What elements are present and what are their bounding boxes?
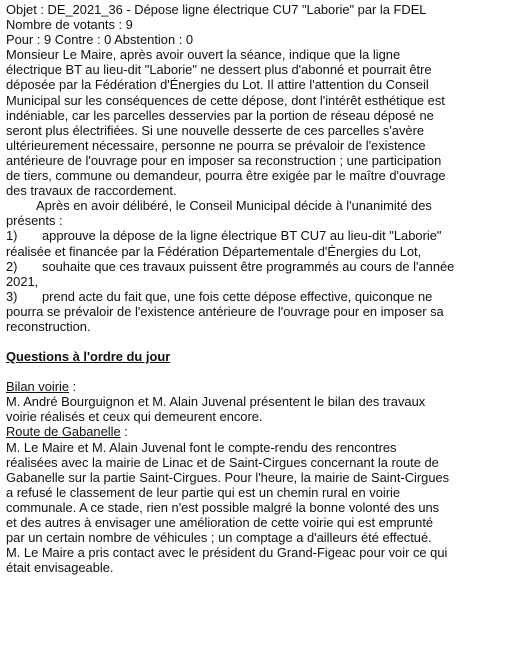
route-line: était envisageable. <box>6 560 114 576</box>
route-line: réalisées avec la mairie de Linac et de Saint-Cirgues concernant la route de <box>6 454 439 470</box>
route-line: par un certain nombre de véhicules ; un comptage a d'ailleurs été effectué. <box>6 530 432 546</box>
bilan-voirie-title: Bilan voirie <box>6 379 70 395</box>
intro-paragraph <box>6 47 512 198</box>
vote-line: Pour : 9 Contre : 0 Abstention : 0 <box>6 32 194 48</box>
intro-line: Monsieur Le Maire, après avoir ouvert la séance, indique que la ligne <box>6 47 401 63</box>
bilan-line: voirie réalisés et ceux qui demeurent encore. <box>6 409 263 425</box>
route-line: communale. A ce stade, rien n'est possible malgré la bonne volonté des uns <box>6 499 440 515</box>
decision-text: réalisée et financée par la Fédération Départementale d'Énergies du Lot, <box>6 243 422 259</box>
route-line: a refusé le classement de leur partie qui est un chemin rural en voirie <box>6 484 401 500</box>
route-line: Gabanelle sur la partie Saint-Cirgues. Pour l'heure, la mairie de Saint-Cirgues <box>6 469 450 485</box>
route-line: M. Le Maire et M. Alain Juvenal font le compte-rendu des rencontres <box>6 439 397 455</box>
intro-line: déposée par la Fédération d'Énergies du Lot. Il attire l'attention du Conseil <box>6 77 429 93</box>
deliberation-line: présents : <box>6 213 63 229</box>
decision-number: 1) <box>6 228 18 244</box>
objet-line: Objet : DE_2021_36 - Dépose ligne électrique CU7 "Laborie" par la FDEL <box>6 2 427 17</box>
bilan-line: M. André Bourguignon et M. Alain Juvenal présentent le bilan des travaux <box>6 394 426 410</box>
route-gabanelle-colon: : <box>120 424 128 440</box>
decision-text: souhaite que ces travaux puissent être programmés au cours de l'année <box>42 258 455 274</box>
decision-text: pourra se prévaloir de l'existence antérieure de l'ouvrage pour en imposer sa <box>6 303 444 319</box>
decision-number: 3) <box>6 288 18 304</box>
decision-text: reconstruction. <box>6 318 91 334</box>
decision-item <box>6 228 512 258</box>
intro-line: Municipal sur les conséquences de cette dépose, dont l'intérêt esthétique est <box>6 92 445 108</box>
deliberation-paragraph <box>6 198 512 228</box>
decision-list <box>6 228 512 334</box>
deliberation-line: Après en avoir délibéré, le Conseil Municipal décide à l'unanimité des <box>36 198 432 214</box>
intro-line: des travaux de raccordement. <box>6 183 177 199</box>
decision-item <box>6 259 512 289</box>
decision-item <box>6 289 512 334</box>
intro-line: ultérieurement nécessaire, personne ne pourra se prévaloir de l'existence <box>6 137 426 153</box>
route-line: M. Le Maire a pris contact avec le président du Grand-Figeac pour voir ce qui <box>6 545 448 561</box>
bilan-voirie-colon: : <box>69 379 77 395</box>
bilan-voirie-section <box>6 379 512 424</box>
decision-text: approuve la dépose de la ligne électrique BT CU7 au lieu-dit "Laborie" <box>42 228 442 244</box>
intro-line: antérieure de l'ouvrage pour en imposer sa reconstruction ; une participation <box>6 152 442 168</box>
route-gabanelle-section <box>6 424 512 575</box>
questions-heading: Questions à l'ordre du jour <box>6 349 171 365</box>
decision-text: 2021, <box>6 273 39 289</box>
decision-number: 2) <box>6 258 18 274</box>
route-gabanelle-title: Route de Gabanelle <box>6 424 121 440</box>
route-line: et des autres à envisager une amélioration de cette voirie qui est emprunté <box>6 515 434 530</box>
votants-line: Nombre de votants : 9 <box>6 17 133 33</box>
intro-line: indéniable, car les parcelles desservies par la portion de réseau déposé ne <box>6 107 434 123</box>
intro-line: électrique BT au lieu-dit "Laborie" ne dessert plus d'abonné et pourrait être <box>6 62 432 78</box>
intro-line: seront plus électrifiées. Si une nouvelle desserte de ces parcelles s'avère <box>6 122 425 138</box>
decision-text: prend acte du fait que, une fois cette dépose effective, quiconque ne <box>42 288 433 304</box>
intro-line: de tiers, commune ou demandeur, pourra être exigée par le maître d'ouvrage <box>6 168 446 184</box>
